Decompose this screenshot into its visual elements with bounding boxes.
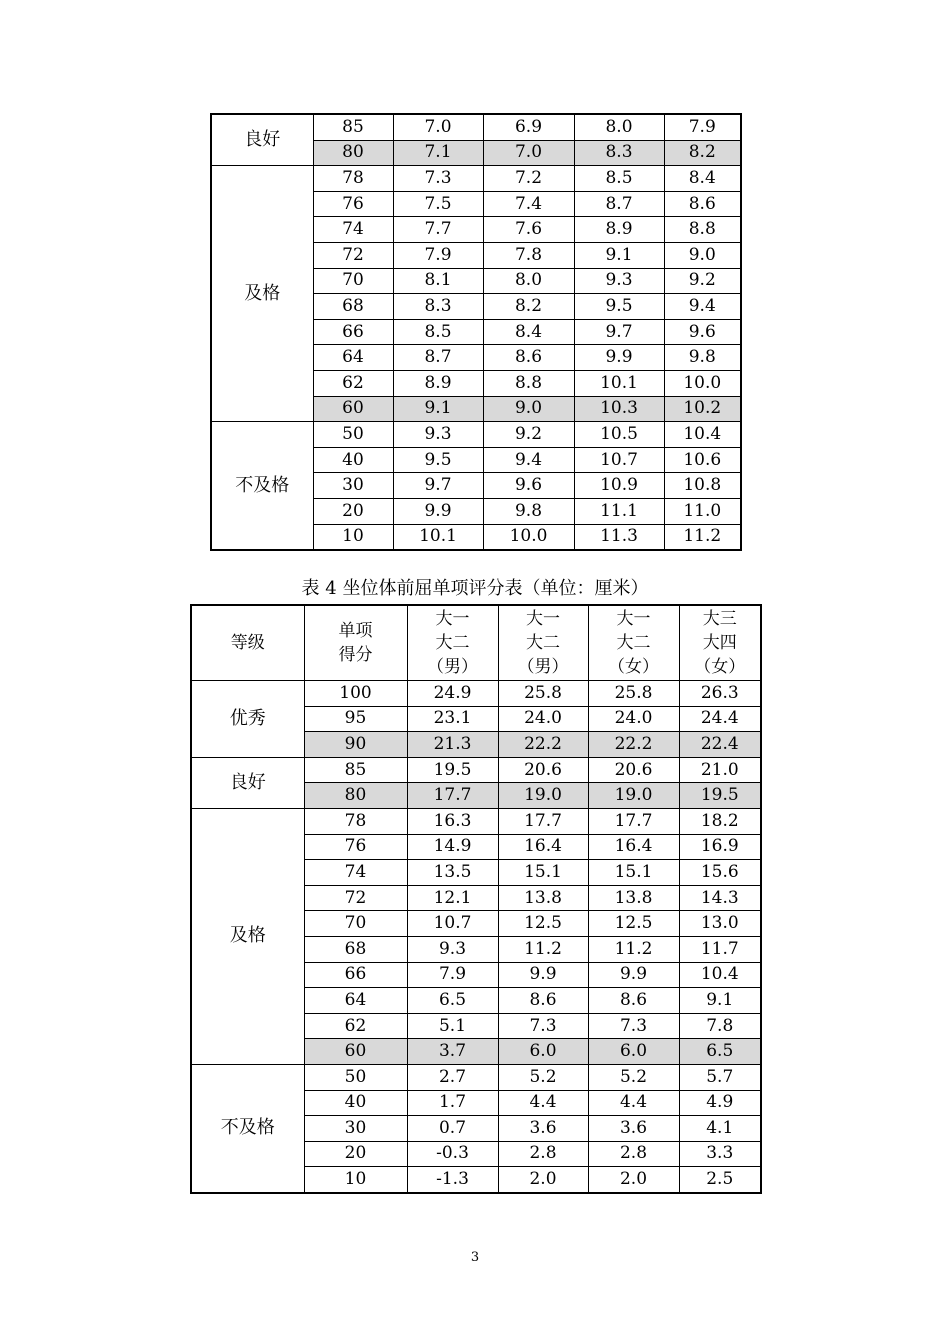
table-header-row bbox=[191, 605, 761, 681]
table-row bbox=[191, 681, 761, 707]
value-cell: 8.5 bbox=[574, 166, 664, 192]
score-cell: 78 bbox=[304, 808, 407, 834]
value-cell: 14.3 bbox=[679, 885, 761, 911]
value-cell: 20.6 bbox=[498, 757, 588, 783]
value-cell: 19.5 bbox=[407, 757, 498, 783]
header-col-3: 大一 大二 （女） bbox=[588, 605, 679, 681]
value-cell: 16.3 bbox=[407, 808, 498, 834]
value-cell: 2.8 bbox=[588, 1141, 679, 1167]
value-cell: 8.3 bbox=[393, 294, 483, 320]
value-cell: 22.4 bbox=[679, 732, 761, 758]
score-cell: 62 bbox=[313, 370, 393, 396]
value-cell: 6.5 bbox=[679, 1039, 761, 1065]
value-cell: 8.8 bbox=[483, 370, 574, 396]
value-cell: 10.7 bbox=[574, 447, 664, 473]
value-cell: 9.0 bbox=[664, 242, 741, 268]
value-cell: 6.9 bbox=[483, 114, 574, 140]
value-cell: 5.7 bbox=[679, 1064, 761, 1090]
value-cell: 25.8 bbox=[588, 681, 679, 707]
value-cell: 9.2 bbox=[664, 268, 741, 294]
value-cell: 3.6 bbox=[498, 1116, 588, 1142]
value-cell: 10.4 bbox=[679, 962, 761, 988]
score-cell: 95 bbox=[304, 706, 407, 732]
value-cell: 7.7 bbox=[393, 217, 483, 243]
value-cell: 9.2 bbox=[483, 422, 574, 448]
value-cell: 2.7 bbox=[407, 1064, 498, 1090]
value-cell: 7.2 bbox=[483, 166, 574, 192]
value-cell: 11.2 bbox=[588, 936, 679, 962]
value-cell: -1.3 bbox=[407, 1167, 498, 1193]
header-score: 单项 得分 bbox=[304, 605, 407, 681]
value-cell: 8.4 bbox=[483, 319, 574, 345]
score-cell: 72 bbox=[304, 885, 407, 911]
score-cell: 40 bbox=[313, 447, 393, 473]
value-cell: 6.0 bbox=[498, 1039, 588, 1065]
score-cell: 20 bbox=[313, 498, 393, 524]
value-cell: 9.1 bbox=[393, 396, 483, 422]
value-cell: 9.5 bbox=[574, 294, 664, 320]
header-grade: 等级 bbox=[191, 605, 304, 681]
value-cell: 24.9 bbox=[407, 681, 498, 707]
value-cell: 20.6 bbox=[588, 757, 679, 783]
value-cell: 9.3 bbox=[407, 936, 498, 962]
value-cell: 9.9 bbox=[393, 498, 483, 524]
value-cell: 11.2 bbox=[664, 524, 741, 550]
value-cell: 24.4 bbox=[679, 706, 761, 732]
value-cell: 21.3 bbox=[407, 732, 498, 758]
table-row bbox=[191, 1064, 761, 1090]
value-cell: 8.2 bbox=[483, 294, 574, 320]
value-cell: 11.1 bbox=[574, 498, 664, 524]
score-table-continued bbox=[210, 113, 742, 551]
value-cell: 21.0 bbox=[679, 757, 761, 783]
value-cell: 10.0 bbox=[483, 524, 574, 550]
value-cell: 11.3 bbox=[574, 524, 664, 550]
score-cell: 66 bbox=[304, 962, 407, 988]
value-cell: 9.9 bbox=[574, 345, 664, 371]
table-row bbox=[211, 422, 741, 448]
value-cell: 7.1 bbox=[393, 140, 483, 166]
value-cell: 19.0 bbox=[498, 783, 588, 809]
value-cell: 8.0 bbox=[574, 114, 664, 140]
table-row bbox=[211, 114, 741, 140]
value-cell: 8.6 bbox=[483, 345, 574, 371]
score-cell: 74 bbox=[313, 217, 393, 243]
header-col-2: 大一 大二 （男） bbox=[498, 605, 588, 681]
value-cell: 2.0 bbox=[588, 1167, 679, 1193]
score-cell: 78 bbox=[313, 166, 393, 192]
value-cell: 5.1 bbox=[407, 1013, 498, 1039]
value-cell: 9.6 bbox=[483, 473, 574, 499]
value-cell: 12.5 bbox=[588, 911, 679, 937]
value-cell: 22.2 bbox=[588, 732, 679, 758]
value-cell: 11.0 bbox=[664, 498, 741, 524]
value-cell: 2.0 bbox=[498, 1167, 588, 1193]
value-cell: 8.8 bbox=[664, 217, 741, 243]
value-cell: 10.4 bbox=[664, 422, 741, 448]
value-cell: 11.2 bbox=[498, 936, 588, 962]
value-cell: 13.8 bbox=[498, 885, 588, 911]
value-cell: 22.2 bbox=[498, 732, 588, 758]
value-cell: 10.5 bbox=[574, 422, 664, 448]
score-cell: 85 bbox=[313, 114, 393, 140]
value-cell: 7.5 bbox=[393, 191, 483, 217]
value-cell: 13.5 bbox=[407, 860, 498, 886]
value-cell: 10.7 bbox=[407, 911, 498, 937]
score-cell: 80 bbox=[304, 783, 407, 809]
value-cell: 7.9 bbox=[407, 962, 498, 988]
value-cell: 17.7 bbox=[407, 783, 498, 809]
score-cell: 10 bbox=[304, 1167, 407, 1193]
grade-cell: 及格 bbox=[191, 808, 304, 1064]
value-cell: 7.3 bbox=[588, 1013, 679, 1039]
value-cell: 18.2 bbox=[679, 808, 761, 834]
value-cell: 16.4 bbox=[588, 834, 679, 860]
value-cell: 9.8 bbox=[483, 498, 574, 524]
value-cell: 15.1 bbox=[588, 860, 679, 886]
score-cell: 62 bbox=[304, 1013, 407, 1039]
value-cell: 16.4 bbox=[498, 834, 588, 860]
value-cell: 12.5 bbox=[498, 911, 588, 937]
score-cell: 66 bbox=[313, 319, 393, 345]
value-cell: 9.0 bbox=[483, 396, 574, 422]
value-cell: 8.3 bbox=[574, 140, 664, 166]
value-cell: 3.3 bbox=[679, 1141, 761, 1167]
value-cell: 19.5 bbox=[679, 783, 761, 809]
grade-cell: 良好 bbox=[211, 114, 313, 166]
sit-and-reach-score-table bbox=[190, 604, 762, 1194]
value-cell: 6.5 bbox=[407, 988, 498, 1014]
value-cell: 10.2 bbox=[664, 396, 741, 422]
value-cell: 7.9 bbox=[664, 114, 741, 140]
value-cell: 8.4 bbox=[664, 166, 741, 192]
value-cell: 15.1 bbox=[498, 860, 588, 886]
value-cell: 10.6 bbox=[664, 447, 741, 473]
value-cell: 9.1 bbox=[574, 242, 664, 268]
value-cell: 10.8 bbox=[664, 473, 741, 499]
grade-cell: 不及格 bbox=[211, 422, 313, 550]
value-cell: 9.9 bbox=[498, 962, 588, 988]
value-cell: 5.2 bbox=[498, 1064, 588, 1090]
grade-cell: 及格 bbox=[211, 166, 313, 422]
value-cell: 4.1 bbox=[679, 1116, 761, 1142]
value-cell: 17.7 bbox=[498, 808, 588, 834]
value-cell: 7.0 bbox=[483, 140, 574, 166]
value-cell: 10.1 bbox=[393, 524, 483, 550]
table-row bbox=[211, 166, 741, 192]
table-caption: 表 4 坐位体前屈单项评分表（单位：厘米） bbox=[301, 578, 649, 599]
value-cell: 13.0 bbox=[679, 911, 761, 937]
value-cell: 8.6 bbox=[498, 988, 588, 1014]
table-row bbox=[191, 808, 761, 834]
score-cell: 64 bbox=[313, 345, 393, 371]
value-cell: 3.7 bbox=[407, 1039, 498, 1065]
value-cell: 7.4 bbox=[483, 191, 574, 217]
score-cell: 74 bbox=[304, 860, 407, 886]
value-cell: 8.7 bbox=[574, 191, 664, 217]
value-cell: 8.1 bbox=[393, 268, 483, 294]
value-cell: 8.9 bbox=[393, 370, 483, 396]
grade-cell: 良好 bbox=[191, 757, 304, 808]
value-cell: 7.0 bbox=[393, 114, 483, 140]
value-cell: 16.9 bbox=[679, 834, 761, 860]
value-cell: 19.0 bbox=[588, 783, 679, 809]
score-cell: 60 bbox=[304, 1039, 407, 1065]
value-cell: 9.5 bbox=[393, 447, 483, 473]
table-row bbox=[191, 757, 761, 783]
value-cell: 6.0 bbox=[588, 1039, 679, 1065]
value-cell: 8.7 bbox=[393, 345, 483, 371]
value-cell: 24.0 bbox=[588, 706, 679, 732]
score-cell: 30 bbox=[313, 473, 393, 499]
value-cell: 2.5 bbox=[679, 1167, 761, 1193]
value-cell: 7.6 bbox=[483, 217, 574, 243]
value-cell: 9.7 bbox=[574, 319, 664, 345]
score-cell: 100 bbox=[304, 681, 407, 707]
value-cell: 7.8 bbox=[679, 1013, 761, 1039]
score-cell: 40 bbox=[304, 1090, 407, 1116]
grade-cell: 不及格 bbox=[191, 1064, 304, 1192]
value-cell: 9.9 bbox=[588, 962, 679, 988]
value-cell: 8.2 bbox=[664, 140, 741, 166]
value-cell: 8.6 bbox=[588, 988, 679, 1014]
value-cell: 7.3 bbox=[393, 166, 483, 192]
value-cell: 23.1 bbox=[407, 706, 498, 732]
value-cell: 9.4 bbox=[664, 294, 741, 320]
value-cell: 14.9 bbox=[407, 834, 498, 860]
score-cell: 50 bbox=[313, 422, 393, 448]
score-cell: 20 bbox=[304, 1141, 407, 1167]
value-cell: 17.7 bbox=[588, 808, 679, 834]
score-cell: 30 bbox=[304, 1116, 407, 1142]
value-cell: 3.6 bbox=[588, 1116, 679, 1142]
score-cell: 70 bbox=[313, 268, 393, 294]
value-cell: 8.5 bbox=[393, 319, 483, 345]
value-cell: 5.2 bbox=[588, 1064, 679, 1090]
value-cell: -0.3 bbox=[407, 1141, 498, 1167]
value-cell: 9.4 bbox=[483, 447, 574, 473]
value-cell: 10.1 bbox=[574, 370, 664, 396]
page-number: 3 bbox=[470, 1250, 480, 1265]
value-cell: 13.8 bbox=[588, 885, 679, 911]
header-col-4: 大三 大四 （女） bbox=[679, 605, 761, 681]
grade-cell: 优秀 bbox=[191, 681, 304, 758]
score-cell: 90 bbox=[304, 732, 407, 758]
score-cell: 10 bbox=[313, 524, 393, 550]
value-cell: 9.1 bbox=[679, 988, 761, 1014]
value-cell: 15.6 bbox=[679, 860, 761, 886]
value-cell: 9.3 bbox=[574, 268, 664, 294]
score-cell: 64 bbox=[304, 988, 407, 1014]
score-cell: 68 bbox=[304, 936, 407, 962]
value-cell: 10.0 bbox=[664, 370, 741, 396]
value-cell: 0.7 bbox=[407, 1116, 498, 1142]
score-cell: 70 bbox=[304, 911, 407, 937]
header-col-1: 大一 大二 （男） bbox=[407, 605, 498, 681]
value-cell: 12.1 bbox=[407, 885, 498, 911]
value-cell: 9.8 bbox=[664, 345, 741, 371]
value-cell: 4.4 bbox=[588, 1090, 679, 1116]
value-cell: 26.3 bbox=[679, 681, 761, 707]
value-cell: 1.7 bbox=[407, 1090, 498, 1116]
value-cell: 7.8 bbox=[483, 242, 574, 268]
value-cell: 8.6 bbox=[664, 191, 741, 217]
score-cell: 50 bbox=[304, 1064, 407, 1090]
value-cell: 11.7 bbox=[679, 936, 761, 962]
value-cell: 8.9 bbox=[574, 217, 664, 243]
value-cell: 7.3 bbox=[498, 1013, 588, 1039]
value-cell: 8.0 bbox=[483, 268, 574, 294]
value-cell: 10.9 bbox=[574, 473, 664, 499]
value-cell: 25.8 bbox=[498, 681, 588, 707]
value-cell: 9.6 bbox=[664, 319, 741, 345]
score-cell: 72 bbox=[313, 242, 393, 268]
score-cell: 85 bbox=[304, 757, 407, 783]
value-cell: 4.9 bbox=[679, 1090, 761, 1116]
value-cell: 9.7 bbox=[393, 473, 483, 499]
value-cell: 2.8 bbox=[498, 1141, 588, 1167]
score-cell: 60 bbox=[313, 396, 393, 422]
value-cell: 7.9 bbox=[393, 242, 483, 268]
score-cell: 80 bbox=[313, 140, 393, 166]
score-cell: 76 bbox=[313, 191, 393, 217]
score-cell: 76 bbox=[304, 834, 407, 860]
value-cell: 24.0 bbox=[498, 706, 588, 732]
value-cell: 4.4 bbox=[498, 1090, 588, 1116]
score-cell: 68 bbox=[313, 294, 393, 320]
value-cell: 9.3 bbox=[393, 422, 483, 448]
value-cell: 10.3 bbox=[574, 396, 664, 422]
